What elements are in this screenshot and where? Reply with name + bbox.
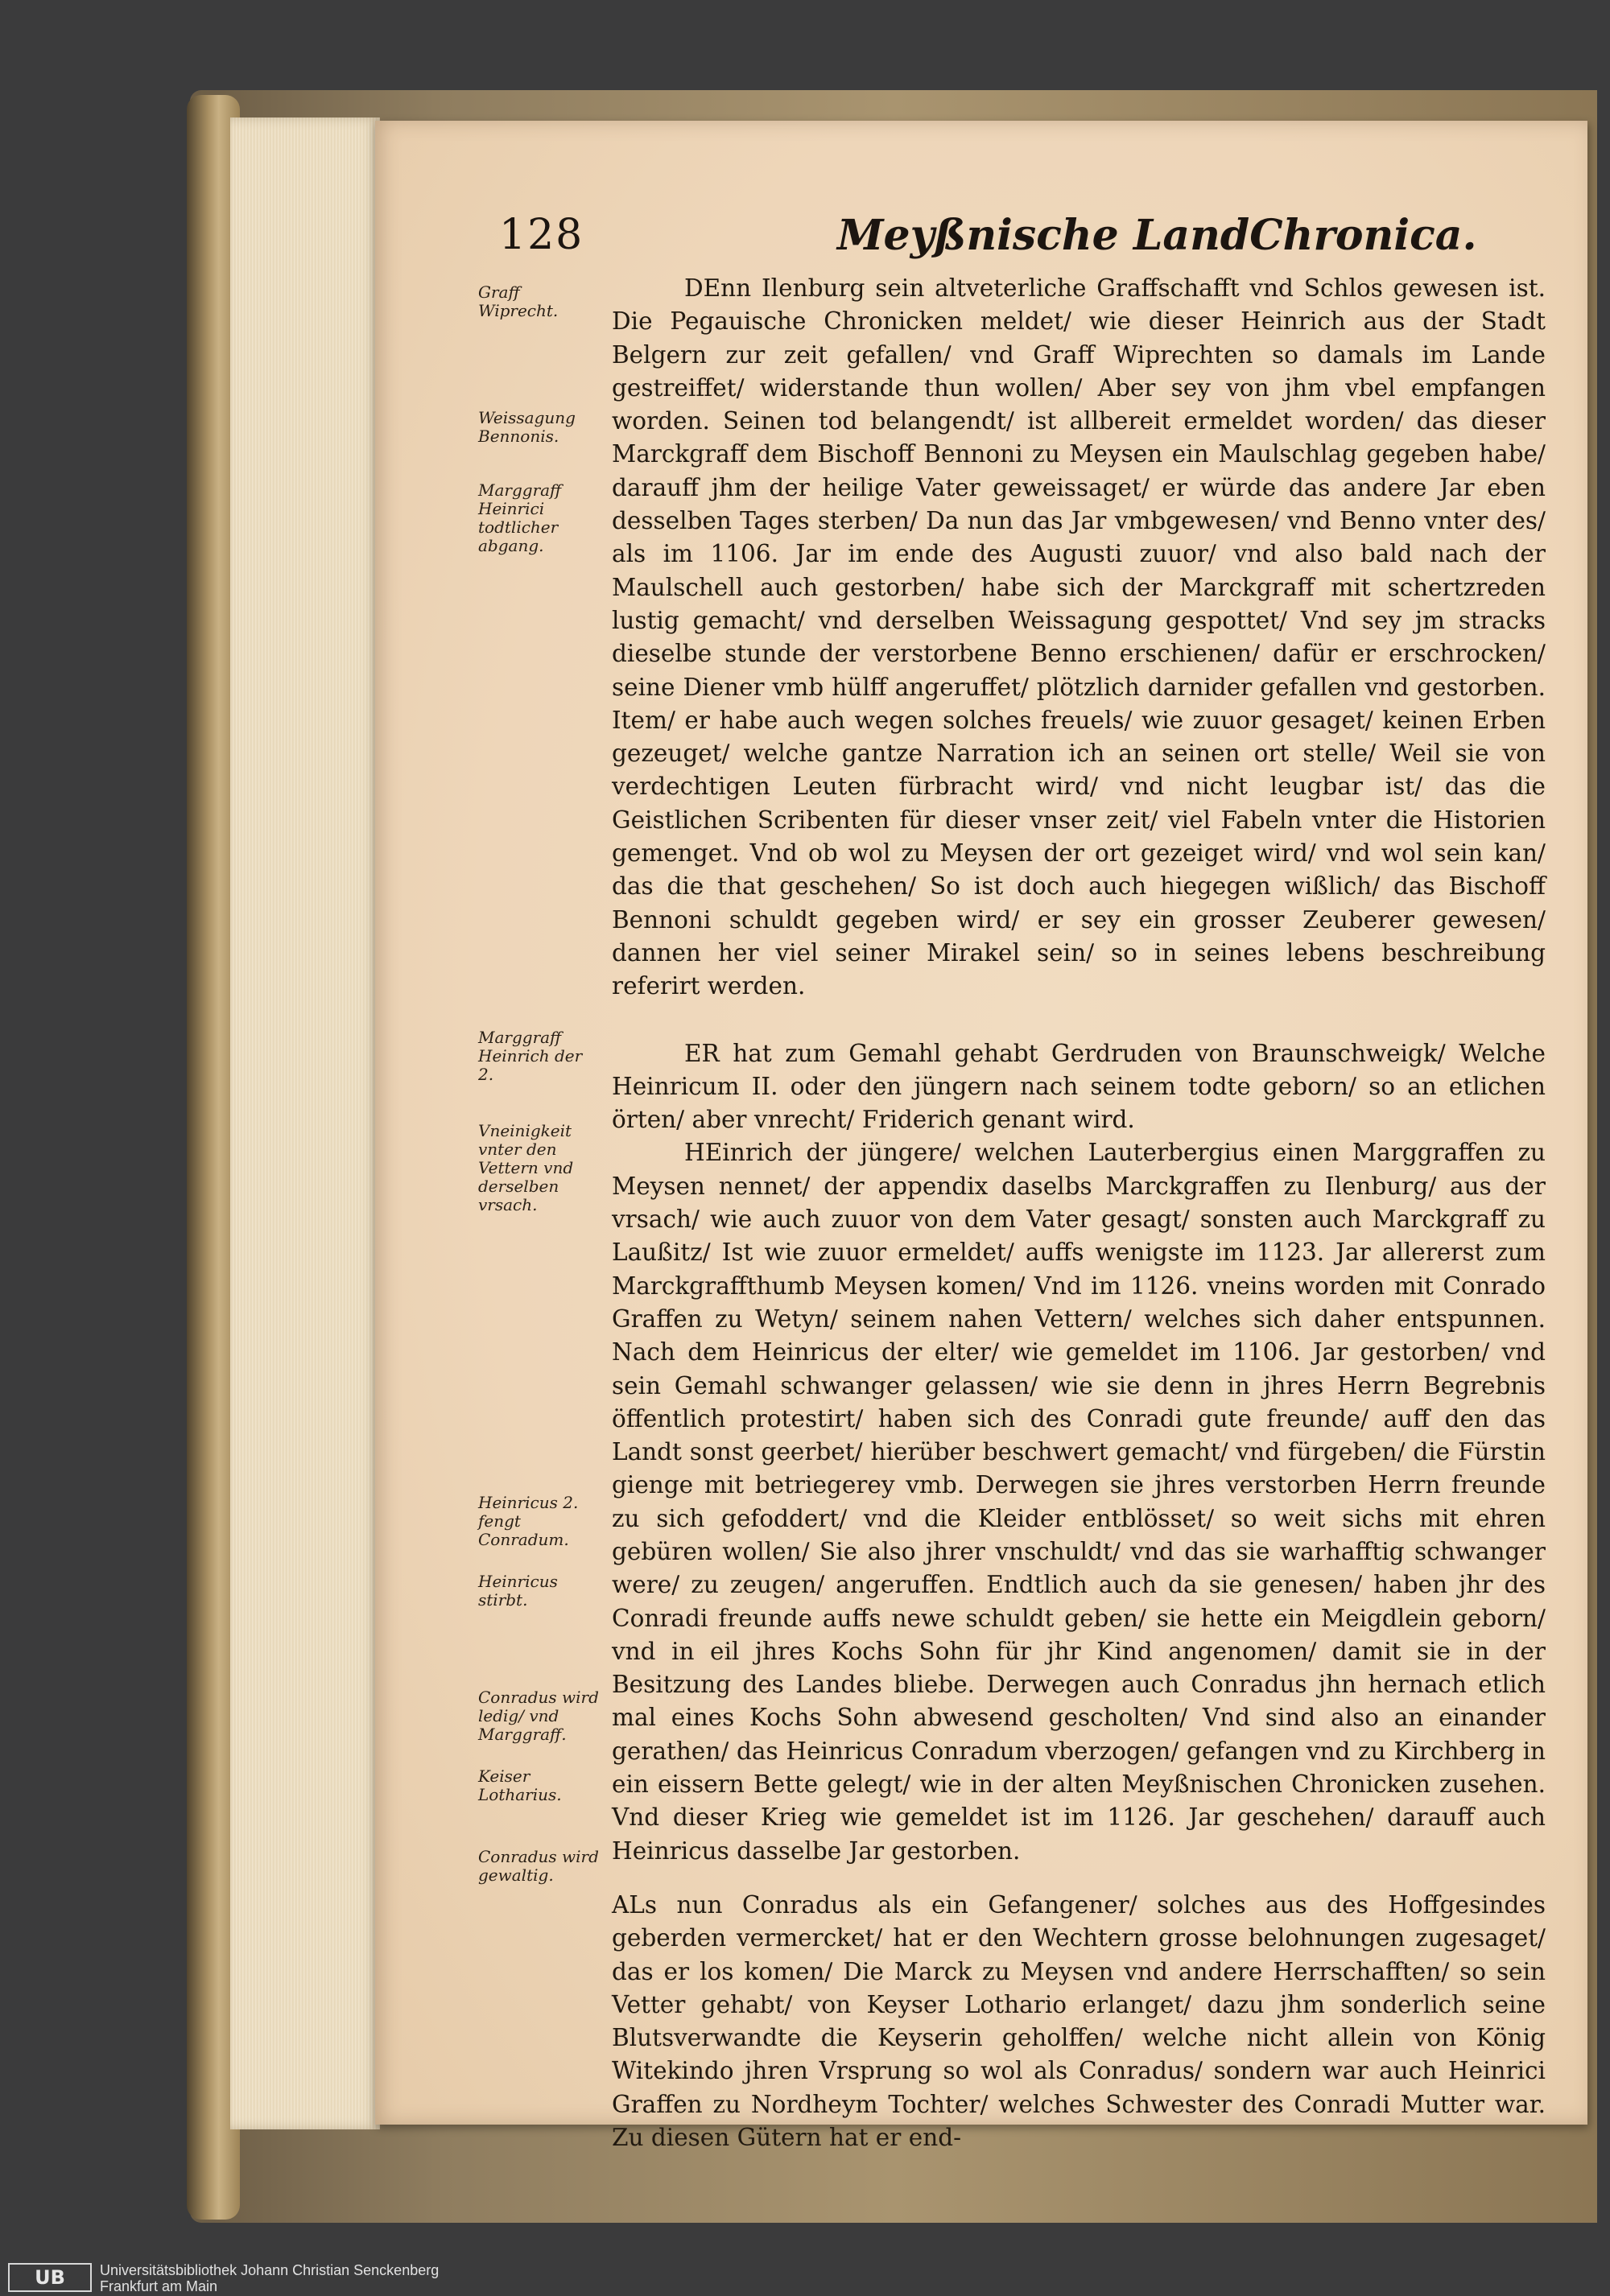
paragraph: DEnn Ilenburg sein altveterliche Graffschafft vnd Schlos gewesen ist. Die Pegauische Chronicken meldet/ wie dieser Heinrich aus der Stadt Belgern zur zeit gefallen/ vnd Graff Wiprechten so damals im Lande gestreiffet/ widerstande thun wollen/ Aber sey von jhm vbel empfangen worden. Seinen tod belangendt/ ist allbereit ermeldet worden/ das dieser Marckgraff dem Bischoff Bennoni zu Meysen ein Maulschlag gegeben habe/ darauff jhm der heilige Vater geweissaget/ er würde das andere Jar eben desselben Tages sterben/ Da nun das Jar vmbgewesen/ vnd Benno vnter des/ als im 1106. Jar im ende des Augusti zuuor/ vnd also bald nach der Maulschell auch gestorben/ habe sich der Marckgraff mit schertzreden lustig gemacht/ vnd derselben Weissagung gespottet/ Vnd sey jm stracks dieselbe stunde der verstorbene Benno erschienen/ dafür er erschrocken/ seine Diener vmb hülff angeruffet/ plötzlich darnider gefallen vnd gestorben. Item/ er habe auch wegen solches freuels/ wie zuuor gesaget/ keinen Erben gezeuget/ welche gantze Narration ich an seinen ort stelle/ Weil sie von verdechtigen Leuten fürbracht wird/ vnd nicht leugbar ist/ das die Geistlichen Scribenten für dieser vnser zeit/ viel Fabeln vnter die Historien gemenget. Vnd ob wol zu Meysen der ort gezeiget wird/ vnd wol sein kan/ das die that geschehen/ So ist doch auch hiegegen wißlich/ das Bischoff Bennoni schuldt gegeben wird/ er sey ein grosser Zeuberer gewesen/ dannen her viel seiner Mirakel sein/ so in seines lebens beschreibung referirt werden. [612, 274, 1546, 1000]
page-number: 128 [499, 211, 584, 259]
page-edges [230, 117, 380, 2129]
margin-note: Graff Wiprecht. [478, 282, 559, 320]
margin-note: Keiser Lotharius. [478, 1766, 562, 1804]
margin-note: Heinricus 2. fengt Conradum. [478, 1493, 579, 1549]
margin-note: Heinricus stirbt. [478, 1572, 558, 1610]
body-text [612, 272, 1546, 2154]
margin-note: Conradus wird gewaltig. [478, 1847, 599, 1885]
margin-note: Vneinigkeit vnter den Vettern vnd derselben vrsach. [478, 1121, 574, 1214]
library-name: Universitätsbibliothek Johann Christian Senckenberg [100, 2262, 440, 2278]
margin-note: Marggraff Heinrich der 2. [478, 1028, 583, 1084]
paragraph: HEinrich der jüngere/ welchen Lauterbergius einen Marggraffen zu Meysen nennet/ der appendix daselbs Marckgraffen zu Ilenburg/ aus der vrsach/ wie auch zuuor von dem Vater gesagt/ sonsten auch Marckgraff zu Laußitz/ Ist wie zuuor ermeldet/ auffs wenigste im 1123. Jar allererst zum Marckgraffthumb Meysen komen/ Vnd im 1126. vneins worden mit Conrado Graffen zu Wetyn/ seinem nahen Vettern/ welches sich daher entspunnen. Nach dem Heinricus der elter/ wie gemeldet im 1106. Jar gestorben/ vnd sein Gemahl schwanger gelassen/ wie sie denn in jhres Herrn Begrebnis öffentlich protestirt/ haben sich des Conradi gute freunde/ auff den das Landt sonst geerbet/ hierüber beschwert gemacht/ vnd fürgeben/ die Fürstin gienge mit betriegerey vmb. Derwegen sie jhres verstorben Herrn freunde zu sich gefoddert/ vnd die Kleider entblösset/ so weit sichs mit ehren gebüren wollen/ Sie also jhrer vnschuldt/ vnd das sie warhafftig schwanger were/ zu zeugen/ angeruffen. Endtlich auch da sie genesen/ haben jhr des Conradi freunde auffs newe schuldt geben/ sie hette ein Meigdlein geborn/ vnd in eil jhres Kochs Sohn für jhr Kind angenomen/ damit sie in der Besitzung des Landes bliebe. Derwegen auch Conradus jhn hernach etlich mal eines Kochs Sohn abwesend gescholten/ Vnd sind also an einander gerathen/ das Heinricus Conradum vberzogen/ gefangen vnd zu Kirchberg in ein eissern Bette gelegt/ wie in der alten Meyßnischen Chronicken zusehen. Vnd dieser Krieg wie gemeldet ist im 1126. Jar geschehen/ darauff auch Heinricus dasselbe Jar gestorben. [612, 1139, 1546, 1865]
margin-note: Conradus wird ledig/ vnd Marggraff. [478, 1688, 599, 1744]
margin-note: Weissagung Bennonis. [478, 408, 576, 446]
margin-note: Marggraff Heinrici todtlicher abgang. [478, 480, 562, 555]
library-city: Frankfurt am Main [100, 2278, 218, 2294]
paragraph: ALs nun Conradus als ein Gefangener/ solches aus des Hoffgesindes geberden vermercket/ hat er den Wechtern grosse belohnungen zugesaget/ das er los komen/ Die Marck zu Meysen vnd andere Herrschafften/ so sein Vetter gehabt/ von Keyser Lothario erlanget/ dazu jhm sonderlich seine Blutsverwandte die Keyserin geholffen/ welche nicht allein von König Witekindo jhren Vrsprung so wol als Conradus/ sondern war auch Heinrici Graffen zu Nordheym Tochter/ welches Schwester des Conradi Mutter war. Zu diesen Gütern hat er end- [612, 1890, 1546, 2152]
running-head: Meyßnische LandChronica. [837, 211, 1477, 260]
ub-logo: UB [8, 2263, 92, 2292]
paragraph: ER hat zum Gemahl gehabt Gerdruden von Braunschweigk/ Welche Heinricum II. oder den jüngern nach seinem todte geborn/ so an etlichen örten/ aber vnrecht/ Friderich genant wird. [612, 1039, 1546, 1134]
